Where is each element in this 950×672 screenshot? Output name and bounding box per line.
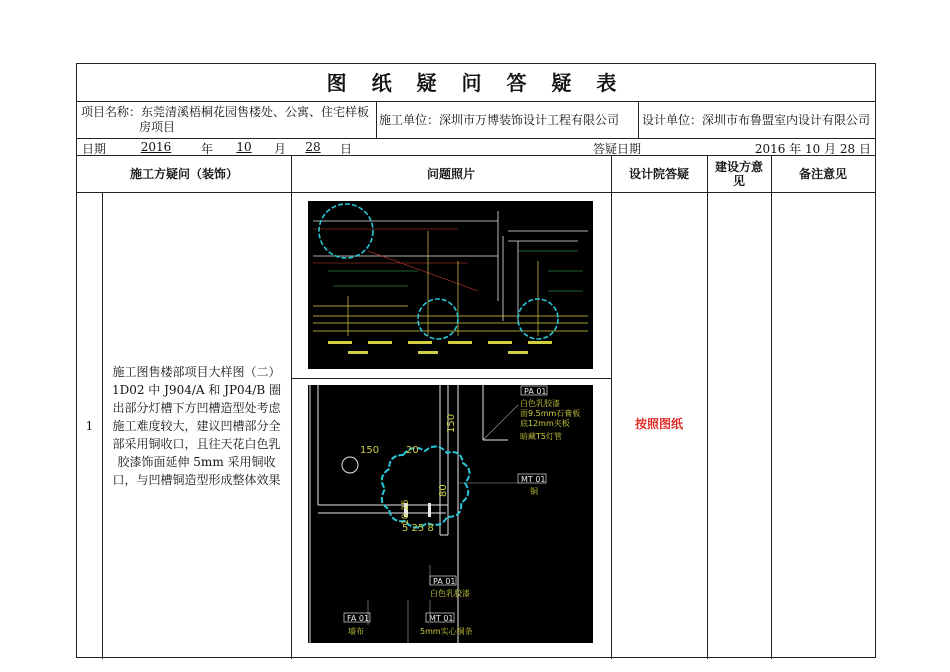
header-client: 建设方意见	[715, 160, 764, 188]
date-day-unit: 日	[340, 142, 353, 156]
dim-1025: 10 25	[401, 499, 411, 525]
drawing-photo-b	[308, 385, 593, 643]
project-label: 项目名称：	[81, 105, 142, 119]
table-row	[77, 193, 875, 659]
photo-divider	[291, 378, 611, 379]
dim-bottom: 5 25 8	[402, 523, 434, 534]
pa-note3: 底12mm夹板	[520, 419, 570, 428]
pa-note2: 面9.5mm石膏板	[520, 409, 581, 418]
date-month-unit: 月	[274, 142, 287, 156]
tag-fa01: FA 01	[347, 614, 370, 623]
header-photo: 问题照片	[426, 167, 475, 181]
reply-text: 按照图纸	[634, 417, 683, 431]
project-name-cell	[77, 102, 377, 138]
photo-cell	[291, 193, 611, 659]
drawing-a-svg	[308, 201, 593, 369]
date-year-unit: 年	[201, 142, 214, 156]
project-name-line2: 房项目	[139, 120, 176, 134]
tag-pa01: PA 01	[524, 387, 547, 396]
fa-note: 墙布	[348, 627, 364, 636]
header-note: 备注意见	[798, 167, 847, 181]
date-month: 10	[236, 140, 252, 154]
table-header	[77, 156, 875, 193]
designer-cell: 设计单位：深圳市布鲁盟室内设计有限公司	[642, 113, 871, 127]
client-opinion	[707, 193, 771, 659]
pa-note1: 白色乳胶漆	[520, 399, 560, 408]
tag-pa01b: PA 01	[433, 577, 456, 586]
header-question: 施工方疑问（装饰）	[129, 167, 238, 181]
header-reply: 设计院答疑	[628, 167, 689, 181]
dim-80: 80	[438, 484, 449, 497]
mt-note-b: 5mm实心铜条	[420, 627, 473, 636]
project-info-row	[77, 102, 875, 139]
tag-mt01b: MT 01	[429, 614, 454, 623]
date-row	[77, 139, 875, 156]
tag-mt01: MT 01	[521, 475, 546, 484]
dim-20: 20	[406, 445, 419, 456]
drawing-photo-a	[308, 201, 593, 369]
form-title: 图 纸 疑 问 答 疑 表	[77, 64, 875, 102]
dim-150-top: 150	[446, 413, 457, 433]
row-index: 1	[85, 419, 94, 433]
dim-150-left: 150	[360, 445, 380, 456]
mt-note: 铜	[530, 487, 538, 496]
project-name-line1: 东莞清溪梧桐花园售楼处、公寓、住宅样板	[141, 105, 370, 119]
note-opinion	[771, 193, 875, 659]
drawing-b-svg	[308, 385, 593, 643]
pa-note4: 暗藏T5灯管	[520, 432, 562, 441]
date-day: 28	[305, 140, 321, 154]
reply-date: 2016 年 10 月 28 日	[754, 142, 871, 156]
qa-form	[76, 63, 876, 658]
pa-note-b: 白色乳胶漆	[430, 589, 470, 598]
date-label: 日期	[82, 142, 107, 156]
reply-date-label: 答疑日期	[593, 142, 642, 156]
contractor-cell: 施工单位：深圳市万博装饰设计工程有限公司	[379, 113, 620, 127]
date-year: 2016	[140, 140, 172, 154]
question-text: 施工图售楼部项目大样图（二）1D02 中 J904/A 和 JP04/B 圈出部分灯槽下方凹槽造型处考虑施工难度较大，建议凹槽部分全部采用铜收口，且往天花白色乳胶漆饰面延伸 5mm 采用铜收口，与凹槽铜造型形成整体效果	[111, 365, 282, 487]
